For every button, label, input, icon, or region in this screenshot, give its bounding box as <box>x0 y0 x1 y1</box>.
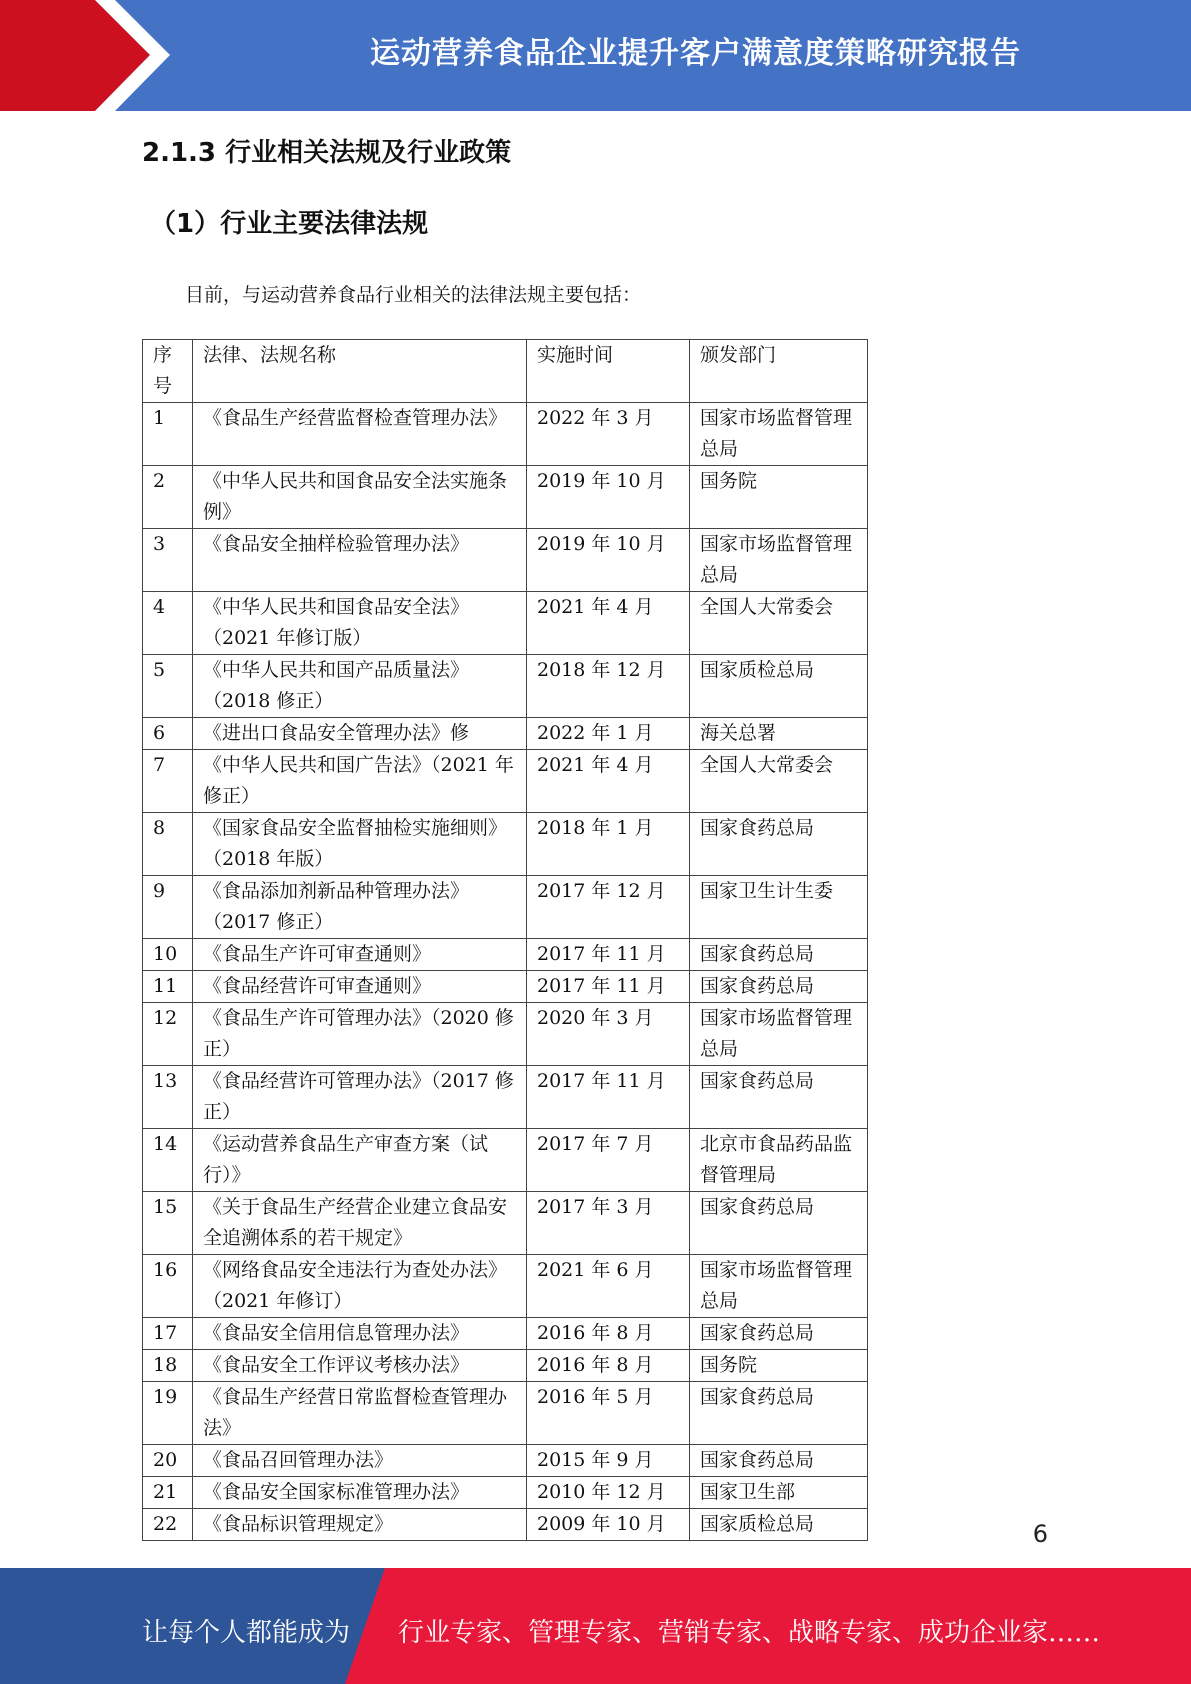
row-number-cell: 8 <box>143 813 193 876</box>
effective-date-cell: 2021 年 4 月 <box>527 750 690 813</box>
issuing-department-cell: 国家食药总局 <box>690 971 868 1003</box>
row-number-cell: 6 <box>143 718 193 750</box>
table-row <box>143 939 868 971</box>
issuing-department-cell: 国家质检总局 <box>690 1509 868 1541</box>
issuing-department-cell: 国家食药总局 <box>690 813 868 876</box>
report-title: 运动营养食品企业提升客户满意度策略研究报告 <box>370 36 1021 71</box>
footer-slogan-right: 行业专家、管理专家、营销专家、战略专家、成功企业家…… <box>398 1618 1101 1648</box>
row-number-cell: 12 <box>143 1003 193 1066</box>
row-number-cell: 4 <box>143 592 193 655</box>
law-name-cell: 《食品添加剂新品种管理办法》（2017 修正） <box>193 876 527 939</box>
row-number-cell: 20 <box>143 1445 193 1477</box>
page-header <box>0 0 1191 111</box>
footer-slogan-left: 让每个人都能成为 <box>142 1618 351 1648</box>
effective-date-cell: 2015 年 9 月 <box>527 1445 690 1477</box>
issuing-department-cell: 国务院 <box>690 1350 868 1382</box>
law-name-cell: 《进出口食品安全管理办法》修 <box>193 718 527 750</box>
law-name-cell: 《食品生产许可管理办法》（2020 修正） <box>193 1003 527 1066</box>
row-number-cell: 2 <box>143 466 193 529</box>
issuing-department-cell: 国家市场监督管理总局 <box>690 529 868 592</box>
effective-date-cell: 2016 年 8 月 <box>527 1350 690 1382</box>
row-number-cell: 17 <box>143 1318 193 1350</box>
header-cell-date: 实施时间 <box>527 340 690 403</box>
table-row <box>143 529 868 592</box>
issuing-department-cell: 国家卫生部 <box>690 1477 868 1509</box>
table-row <box>143 813 868 876</box>
table-row <box>143 403 868 466</box>
law-name-cell: 《食品安全抽样检验管理办法》 <box>193 529 527 592</box>
effective-date-cell: 2017 年 11 月 <box>527 939 690 971</box>
row-number-cell: 9 <box>143 876 193 939</box>
table-row <box>143 1382 868 1445</box>
effective-date-cell: 2022 年 3 月 <box>527 403 690 466</box>
effective-date-cell: 2018 年 12 月 <box>527 655 690 718</box>
table-row <box>143 1350 868 1382</box>
law-name-cell: 《中华人民共和国广告法》（2021 年修正） <box>193 750 527 813</box>
law-name-cell: 《食品标识管理规定》 <box>193 1509 527 1541</box>
table-header-row <box>143 340 868 403</box>
intro-paragraph: 目前，与运动营养食品行业相关的法律法规主要包括： <box>185 284 642 306</box>
table-row <box>143 1003 868 1066</box>
page-number: 6 <box>1032 1520 1048 1548</box>
issuing-department-cell: 国家卫生计生委 <box>690 876 868 939</box>
row-number-cell: 7 <box>143 750 193 813</box>
row-number-cell: 18 <box>143 1350 193 1382</box>
row-number-cell: 3 <box>143 529 193 592</box>
issuing-department-cell: 全国人大常委会 <box>690 750 868 813</box>
effective-date-cell: 2016 年 8 月 <box>527 1318 690 1350</box>
issuing-department-cell: 全国人大常委会 <box>690 592 868 655</box>
law-name-cell: 《网络食品安全违法行为查处办法》 （2021 年修订） <box>193 1255 527 1318</box>
table-row <box>143 876 868 939</box>
row-number-cell: 11 <box>143 971 193 1003</box>
table-row <box>143 1509 868 1541</box>
row-number-cell: 5 <box>143 655 193 718</box>
effective-date-cell: 2009 年 10 月 <box>527 1509 690 1541</box>
table-row <box>143 655 868 718</box>
row-number-cell: 13 <box>143 1066 193 1129</box>
law-name-cell: 《食品生产经营监督检查管理办法》 <box>193 403 527 466</box>
row-number-cell: 10 <box>143 939 193 971</box>
issuing-department-cell: 国家食药总局 <box>690 1192 868 1255</box>
header-cell-dept: 颁发部门 <box>690 340 868 403</box>
law-name-cell: 《中华人民共和国产品质量法》（2018 修正） <box>193 655 527 718</box>
law-name-cell: 《食品安全国家标准管理办法》 <box>193 1477 527 1509</box>
law-name-cell: 《运动营养食品生产审查方案（试行）》 <box>193 1129 527 1192</box>
issuing-department-cell: 国家食药总局 <box>690 1318 868 1350</box>
issuing-department-cell: 国家市场监督管理总局 <box>690 1003 868 1066</box>
effective-date-cell: 2017 年 3 月 <box>527 1192 690 1255</box>
law-name-cell: 《食品安全信用信息管理办法》 <box>193 1318 527 1350</box>
issuing-department-cell: 国家市场监督管理总局 <box>690 1255 868 1318</box>
table-row <box>143 1318 868 1350</box>
table-row <box>143 1066 868 1129</box>
row-number-cell: 22 <box>143 1509 193 1541</box>
effective-date-cell: 2020 年 3 月 <box>527 1003 690 1066</box>
issuing-department-cell: 国家质检总局 <box>690 655 868 718</box>
law-name-cell: 《关于食品生产经营企业建立食品安全追溯体系的若干规定》 <box>193 1192 527 1255</box>
effective-date-cell: 2021 年 6 月 <box>527 1255 690 1318</box>
law-name-cell: 《食品生产经营日常监督检查管理办法》 <box>193 1382 527 1445</box>
table-row <box>143 466 868 529</box>
effective-date-cell: 2010 年 12 月 <box>527 1477 690 1509</box>
table-row <box>143 1192 868 1255</box>
effective-date-cell: 2017 年 12 月 <box>527 876 690 939</box>
law-name-cell: 《食品召回管理办法》 <box>193 1445 527 1477</box>
row-number-cell: 15 <box>143 1192 193 1255</box>
row-number-cell: 14 <box>143 1129 193 1192</box>
law-name-cell: 《食品安全工作评议考核办法》 <box>193 1350 527 1382</box>
header-cell-no: 序号 <box>143 340 193 403</box>
table-row <box>143 1445 868 1477</box>
header-cell-name: 法律、法规名称 <box>193 340 527 403</box>
effective-date-cell: 2017 年 7 月 <box>527 1129 690 1192</box>
row-number-cell: 19 <box>143 1382 193 1445</box>
table-row <box>143 971 868 1003</box>
effective-date-cell: 2017 年 11 月 <box>527 971 690 1003</box>
table-row <box>143 750 868 813</box>
table-row <box>143 718 868 750</box>
table-row <box>143 592 868 655</box>
law-name-cell: 《中华人民共和国食品安全法实施条例》 <box>193 466 527 529</box>
effective-date-cell: 2019 年 10 月 <box>527 466 690 529</box>
issuing-department-cell: 国家食药总局 <box>690 1066 868 1129</box>
law-name-cell: 《中华人民共和国食品安全法》（2021 年修订版） <box>193 592 527 655</box>
effective-date-cell: 2018 年 1 月 <box>527 813 690 876</box>
issuing-department-cell: 国务院 <box>690 466 868 529</box>
table-body <box>143 403 868 1541</box>
law-name-cell: 《食品经营许可审查通则》 <box>193 971 527 1003</box>
issuing-department-cell: 国家食药总局 <box>690 1382 868 1445</box>
issuing-department-cell: 海关总署 <box>690 718 868 750</box>
effective-date-cell: 2022 年 1 月 <box>527 718 690 750</box>
row-number-cell: 21 <box>143 1477 193 1509</box>
law-name-cell: 《国家食品安全监督抽检实施细则》 （2018 年版） <box>193 813 527 876</box>
effective-date-cell: 2019 年 10 月 <box>527 529 690 592</box>
row-number-cell: 16 <box>143 1255 193 1318</box>
law-name-cell: 《食品生产许可审查通则》 <box>193 939 527 971</box>
laws-table <box>142 339 868 1541</box>
row-number-cell: 1 <box>143 403 193 466</box>
section-heading: 2.1.3 行业相关法规及行业政策 <box>142 138 512 168</box>
law-name-cell: 《食品经营许可管理办法》（2017 修正） <box>193 1066 527 1129</box>
effective-date-cell: 2021 年 4 月 <box>527 592 690 655</box>
table-row <box>143 1477 868 1509</box>
table-row <box>143 1129 868 1192</box>
issuing-department-cell: 北京市食品药品监督管理局 <box>690 1129 868 1192</box>
effective-date-cell: 2017 年 11 月 <box>527 1066 690 1129</box>
issuing-department-cell: 国家食药总局 <box>690 1445 868 1477</box>
table-row <box>143 1255 868 1318</box>
issuing-department-cell: 国家市场监督管理总局 <box>690 403 868 466</box>
issuing-department-cell: 国家食药总局 <box>690 939 868 971</box>
effective-date-cell: 2016 年 5 月 <box>527 1382 690 1445</box>
sub-heading: （1）行业主要法律法规 <box>150 209 429 239</box>
page-footer <box>0 1568 1191 1684</box>
